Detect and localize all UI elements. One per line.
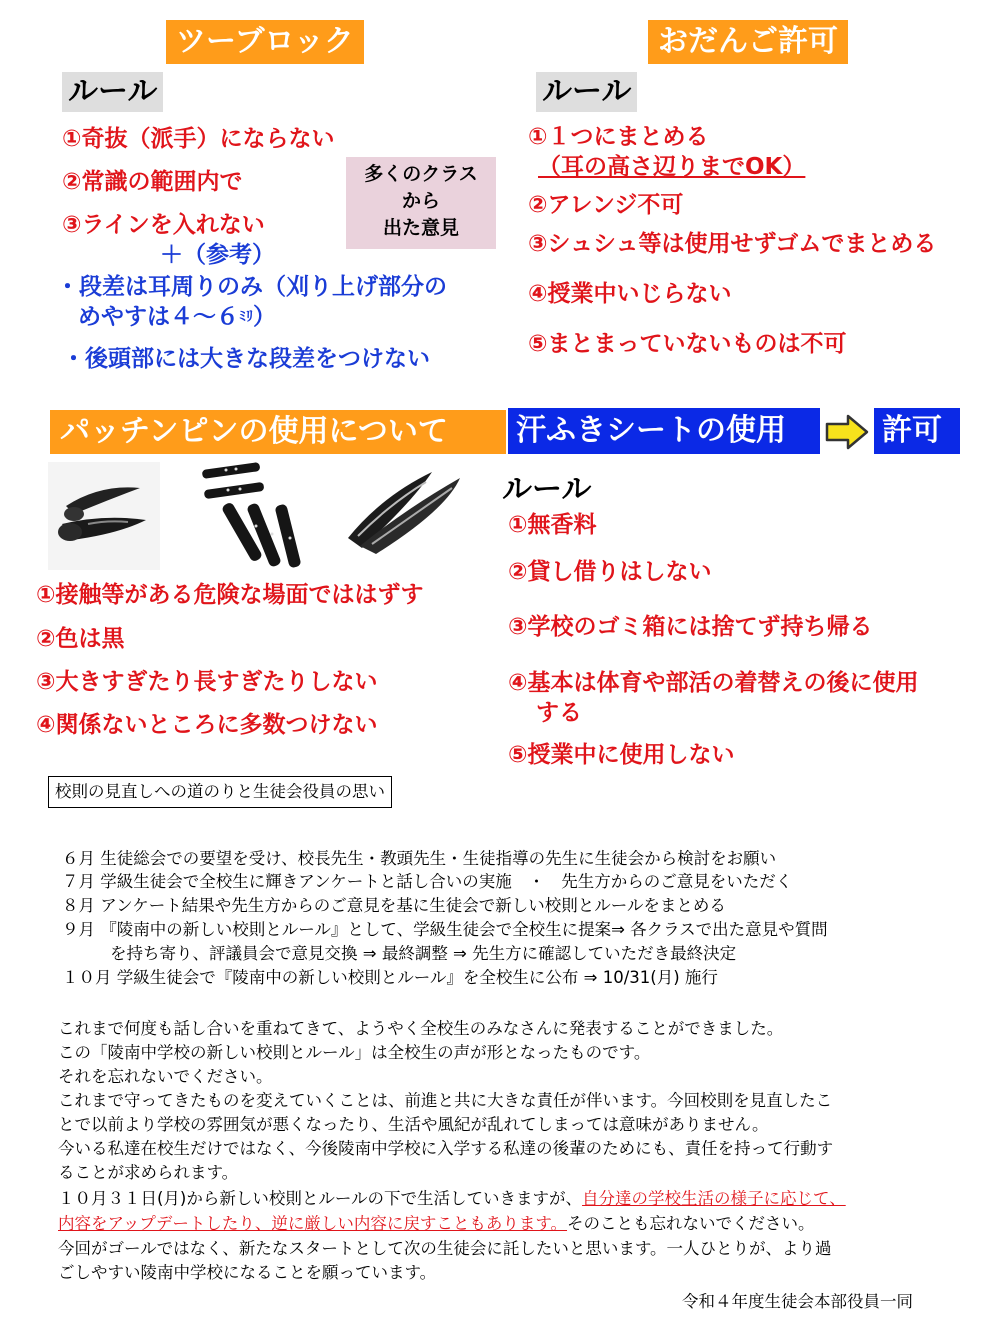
- odango-rule-label: ルール: [536, 72, 637, 112]
- odango-item-4: ④授業中いじらない: [528, 281, 732, 307]
- message-line-9: 内容をアップデートしたり、逆に厳しい内容に戻すこともあります。そのことも忘れないでください。: [58, 1214, 815, 1233]
- clip-image: [48, 462, 160, 570]
- two-block-note-1: ・段差は耳周りのみ（刈り上げ部分の: [56, 274, 447, 300]
- message-line-2: この「陵南中学校の新しい校則とルール」は全校生の声が形となったものです。: [58, 1043, 651, 1062]
- right-arrow-icon: [824, 413, 870, 451]
- barrette-photo: [342, 462, 472, 562]
- timeline-entry-august: ８月 アンケート結果や先生方からのご意見を基に生徒会で新しい校則とルールをまとめる: [62, 896, 726, 915]
- message-line-1: これまで何度も話し合いを重ねてきて、ようやく全校生のみなさんに発表することができました。: [58, 1019, 784, 1038]
- message-highlight-2: 内容をアップデートしたり、逆に厳しい内容に戻すこともあります。: [58, 1214, 568, 1233]
- timeline-entry-june: ６月 生徒総会での要望を受け、校長先生・教頭先生・生徒指導の先生に生徒会から検討をお願い: [62, 849, 777, 868]
- sweat-item-2: ②貸し借りはしない: [508, 559, 712, 585]
- barrette-image: [342, 462, 472, 562]
- patchin-item-4: ④関係ないところに多数つけない: [36, 712, 378, 738]
- two-block-rule-label: ルール: [62, 72, 163, 112]
- two-block-note-2: めやすは$4\sim 6^{ﾐﾘ}$）: [78, 304, 276, 330]
- odango-item-1: ①１つにまとめる: [528, 124, 709, 150]
- odango-item-2: ②アレンジ不可: [528, 192, 684, 218]
- message-line-8: １０月３１日(月)から新しい校則とルールの下で生活していきますが、自分達の学校生活の様子に応じて、: [58, 1189, 846, 1208]
- sweat-item-4: ④基本は体育や部活の着替えの後に使用: [508, 670, 919, 696]
- message-line-4: これまで守ってきたものを変えていくことは、前進と共に大きな責任が伴います。今回校則を見直したこ: [58, 1091, 833, 1110]
- patchin-item-2: ②色は黒: [36, 626, 125, 652]
- two-block-header: ツーブロック: [166, 20, 364, 64]
- odango-item-3: ③シュシュ等は使用せずゴムでまとめる: [528, 231, 937, 257]
- message-line-3: それを忘れないでください。: [58, 1067, 273, 1086]
- timeline-entry-september: ９月 『陵南中の新しい校則とルール』として、学級生徒会で全校生に提案⇒ 各クラスで出た意見や質問: [62, 920, 828, 939]
- message-line-7: ることが求められます。: [58, 1163, 239, 1182]
- two-block-ref: ＋（参考）: [160, 242, 275, 268]
- timeline-entry-july: ７月 学級生徒会で全校生に輝きアンケートと話し合いの実施 ・ 先生方からのご意見をいただく: [62, 872, 793, 891]
- sweat-item-1: ①無香料: [508, 512, 597, 538]
- message-line-10: 今回がゴールではなく、新たなスタートとして次の生徒会に託したいと思います。一人ひとりが、より過: [58, 1239, 832, 1258]
- message-line-5: とで以前より学校の雰囲気が悪くなったり、生活や風紀が乱れてしまっては意味がありません。: [58, 1115, 769, 1134]
- class-opinion-note: 多くのクラス から 出た意見: [346, 157, 496, 249]
- sweat-item-3: ③学校のゴミ箱には捨てず持ち帰る: [508, 614, 873, 640]
- clip-photo: [48, 462, 160, 570]
- timeline-entry-september-cont: を持ち寄り、評議員会で意見交換 ⇒ 最終調整 ⇒ 先生方に確認していただき最終決定: [110, 944, 737, 963]
- sweat-sheet-rule-label: ルール: [502, 472, 592, 507]
- timeline-title: 校則の見直しへの道のりと生徒会役員の思い: [48, 776, 392, 808]
- sweat-item-5: ⑤授業中に使用しない: [508, 742, 735, 768]
- odango-item-5: ⑤まとまっていないものは不可: [528, 331, 847, 357]
- two-block-item-1: ①奇抜（派手）にならない: [62, 126, 335, 152]
- timeline-entry-october: １０月 学級生徒会で『陵南中の新しい校則とルール』を全校生に公布 ⇒ 10/31(月) 施行: [62, 968, 718, 987]
- permit-badge: 許可: [874, 408, 960, 454]
- message-highlight-1: 自分達の学校生活の様子に応じて、: [582, 1189, 846, 1208]
- two-block-item-2: ②常識の範囲内で: [62, 169, 243, 195]
- sweat-sheet-header: 汗ふきシートの使用: [508, 408, 820, 454]
- patchin-item-3: ③大きすぎたり長すぎたりしない: [36, 669, 378, 695]
- sweat-item-4-cont: する: [536, 700, 582, 726]
- two-block-note-3: ・後頭部には大きな段差をつけない: [62, 346, 430, 372]
- pins-image: [196, 456, 326, 574]
- two-block-item-3: ③ラインを入れない: [62, 212, 265, 238]
- odango-header: おだんご許可: [648, 20, 848, 64]
- pins-photo: [196, 456, 326, 574]
- patchin-item-1: ①接触等がある危険な場面でははずす: [36, 582, 424, 608]
- patchin-header: パッチンピンの使用について: [50, 410, 506, 454]
- odango-item-1-note: （耳の高さ辺りまでOK）: [538, 154, 806, 180]
- signature: 令和４年度生徒会本部役員一同: [682, 1292, 913, 1311]
- message-line-11: ごしやすい陵南中学校になることを願っています。: [58, 1263, 437, 1282]
- message-line-6: 今いる私達在校生だけではなく、今後陵南中学校に入学する私達の後輩のためにも、責任を持って行動す: [58, 1139, 834, 1158]
